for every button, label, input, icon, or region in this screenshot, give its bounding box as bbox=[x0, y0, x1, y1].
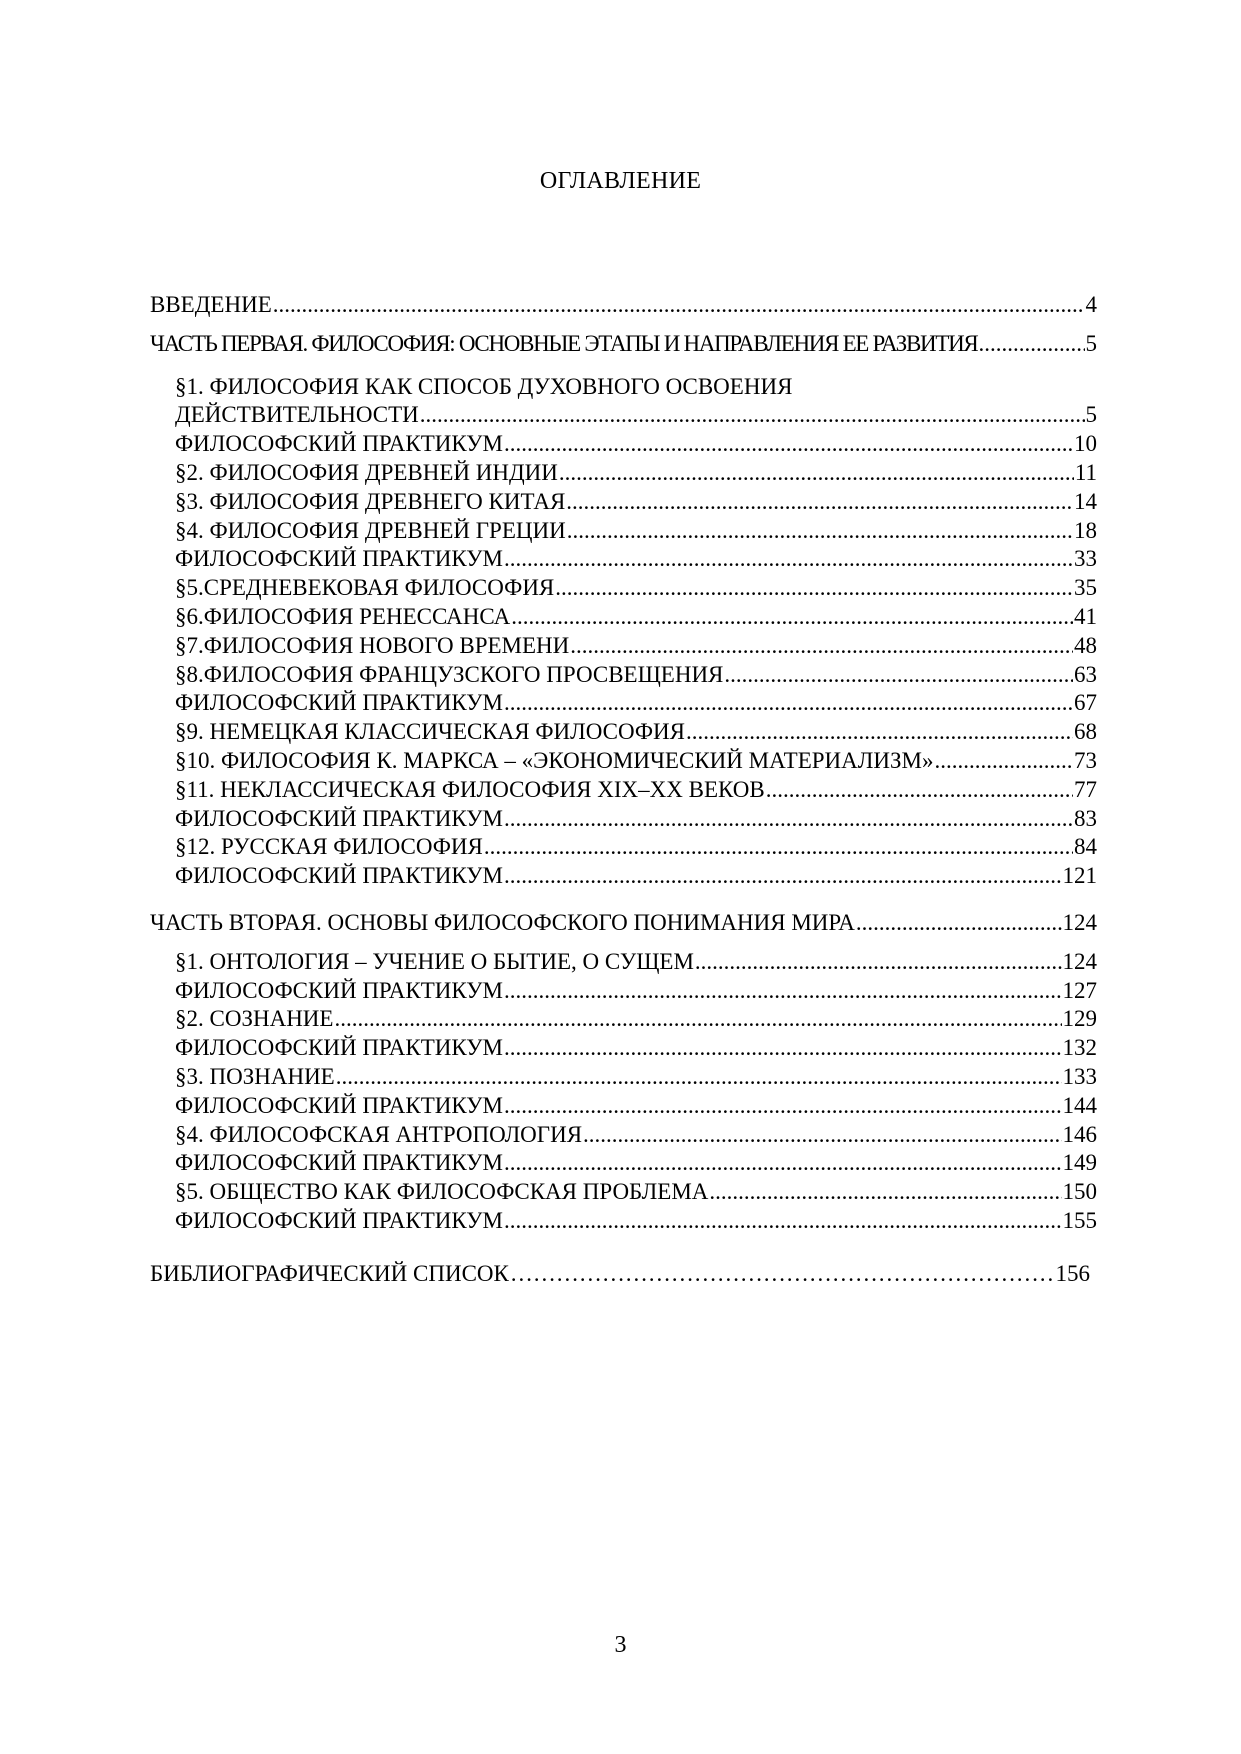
toc-entry-practicum[interactable] bbox=[150, 690, 1097, 719]
toc-entry-page: 5 bbox=[1085, 330, 1097, 356]
leader-dots bbox=[273, 292, 1085, 318]
toc-entry-label: ДЕЙСТВИТЕЛЬНОСТИ bbox=[175, 402, 419, 428]
toc-entry-label: ЧАСТЬ ПЕРВАЯ. ФИЛОСОФИЯ: ОСНОВНЫЕ ЭТАПЫ И НАПРАВЛЕНИЯ ЕЕ РАЗВИТИЯ bbox=[150, 330, 978, 356]
toc-entry-label: §6.ФИЛОСОФИЯ РЕНЕССАНСА bbox=[175, 603, 511, 629]
toc-entry-label: ФИЛОСОФСКИЙ ПРАКТИКУМ bbox=[175, 805, 504, 831]
toc-entry-section[interactable] bbox=[150, 748, 1097, 777]
toc-entry-intro[interactable] bbox=[150, 292, 1097, 321]
leader-dots bbox=[686, 719, 1073, 745]
toc-entry-section[interactable] bbox=[150, 1006, 1097, 1035]
toc-entry-page: 73 bbox=[1074, 747, 1097, 773]
toc-entry-label: ФИЛОСОФСКИЙ ПРАКТИКУМ bbox=[175, 690, 504, 716]
toc-entry-label: §3. ФИЛОСОФИЯ ДРЕВНЕГО КИТАЯ bbox=[175, 488, 566, 514]
toc-entry-part1[interactable] bbox=[150, 331, 1097, 360]
leader-dots bbox=[336, 1064, 1062, 1090]
toc-entry-page: 5 bbox=[1085, 402, 1097, 428]
toc-entry-label: §2. СОЗНАНИЕ bbox=[175, 1006, 334, 1032]
leader-dots bbox=[695, 949, 1062, 975]
toc-entry-page: 155 bbox=[1062, 1207, 1097, 1233]
toc-entry-practicum[interactable] bbox=[150, 1150, 1097, 1179]
toc-entry-page: 33 bbox=[1074, 546, 1097, 572]
leader-dots bbox=[484, 834, 1073, 860]
toc-entry-page: 156 bbox=[1055, 1260, 1090, 1286]
toc-entry-practicum[interactable] bbox=[150, 1035, 1097, 1064]
leader-dots bbox=[510, 1261, 1055, 1287]
toc-entry-label-line1: §1. ФИЛОСОФИЯ КАК СПОСОБ ДУХОВНОГО ОСВОЕНИЯ bbox=[175, 373, 793, 399]
table-of-contents bbox=[150, 292, 1097, 1290]
leader-dots bbox=[504, 1208, 1061, 1234]
toc-entry-label: §2. ФИЛОСОФИЯ ДРЕВНЕЙ ИНДИИ bbox=[175, 459, 558, 485]
toc-entry-practicum[interactable] bbox=[150, 546, 1097, 575]
toc-entry-label: ФИЛОСОФСКИЙ ПРАКТИКУМ bbox=[175, 1092, 504, 1118]
toc-entry-label: ФИЛОСОФСКИЙ ПРАКТИКУМ bbox=[175, 431, 504, 457]
toc-entry-page: 11 bbox=[1074, 459, 1097, 485]
toc-entry-section[interactable] bbox=[150, 374, 1097, 432]
leader-dots bbox=[504, 431, 1073, 457]
toc-entry-section[interactable] bbox=[150, 1122, 1097, 1151]
toc-entry-section[interactable] bbox=[150, 604, 1097, 633]
toc-entry-section[interactable] bbox=[150, 949, 1097, 978]
toc-entry-label: ФИЛОСОФСКИЙ ПРАКТИКУМ bbox=[175, 1207, 504, 1233]
toc-entry-label: §4. ФИЛОСОФИЯ ДРЕВНЕЙ ГРЕЦИИ bbox=[175, 517, 566, 543]
toc-entry-page: 127 bbox=[1062, 977, 1097, 1003]
toc-entry-section[interactable] bbox=[150, 575, 1097, 604]
toc-entry-bibliography[interactable] bbox=[150, 1261, 1090, 1290]
toc-entry-section[interactable] bbox=[150, 1064, 1097, 1093]
toc-entry-page: 68 bbox=[1074, 719, 1097, 745]
toc-entry-label: ФИЛОСОФСКИЙ ПРАКТИКУМ bbox=[175, 546, 504, 572]
leader-dots bbox=[420, 402, 1085, 428]
page-number: 3 bbox=[614, 1632, 627, 1658]
toc-entry-page: 124 bbox=[1062, 948, 1097, 974]
leader-dots bbox=[566, 489, 1073, 515]
toc-entry-page: 121 bbox=[1062, 863, 1097, 889]
toc-entry-section[interactable] bbox=[150, 777, 1097, 806]
toc-entry-page: 18 bbox=[1074, 517, 1097, 543]
toc-entry-part2[interactable] bbox=[150, 910, 1097, 939]
toc-entry-label: ФИЛОСОФСКИЙ ПРАКТИКУМ bbox=[175, 863, 504, 889]
toc-entry-label: §5.СРЕДНЕВЕКОВАЯ ФИЛОСОФИЯ bbox=[175, 575, 555, 601]
leader-dots bbox=[504, 978, 1061, 1004]
toc-entry-practicum[interactable] bbox=[150, 431, 1097, 460]
leader-dots bbox=[766, 777, 1073, 803]
toc-entry-page: 67 bbox=[1074, 690, 1097, 716]
toc-entry-section[interactable] bbox=[150, 518, 1097, 547]
leader-dots bbox=[504, 1150, 1061, 1176]
toc-entry-label: §4. ФИЛОСОФСКАЯ АНТРОПОЛОГИЯ bbox=[175, 1121, 583, 1147]
toc-entry-page: 129 bbox=[1062, 1006, 1097, 1032]
toc-entry-page: 63 bbox=[1074, 661, 1097, 687]
toc-entry-page: 150 bbox=[1062, 1179, 1097, 1205]
toc-entry-section[interactable] bbox=[150, 719, 1097, 748]
toc-entry-label: §7.ФИЛОСОФИЯ НОВОГО ВРЕМЕНИ bbox=[175, 632, 570, 658]
toc-entry-practicum[interactable] bbox=[150, 1093, 1097, 1122]
toc-entry-label: §11. НЕКЛАССИЧЕСКАЯ ФИЛОСОФИЯ XIX–XX ВЕКОВ bbox=[175, 776, 765, 802]
toc-entry-label: §9. НЕМЕЦКАЯ КЛАССИЧЕСКАЯ ФИЛОСОФИЯ bbox=[175, 719, 686, 745]
leader-dots bbox=[978, 331, 1084, 357]
toc-entry-page: 132 bbox=[1062, 1035, 1097, 1061]
leader-dots bbox=[504, 546, 1073, 572]
toc-entry-label: §5. ОБЩЕСТВО КАК ФИЛОСОФСКАЯ ПРОБЛЕМА bbox=[175, 1179, 709, 1205]
toc-entry-section[interactable] bbox=[150, 489, 1097, 518]
leader-dots bbox=[709, 1179, 1061, 1205]
toc-entry-label: ВВЕДЕНИЕ bbox=[150, 292, 272, 317]
toc-entry-page: 4 bbox=[1085, 292, 1097, 317]
leader-dots bbox=[504, 690, 1073, 716]
toc-entry-page: 124 bbox=[1062, 909, 1097, 935]
toc-entry-label: ФИЛОСОФСКИЙ ПРАКТИКУМ bbox=[175, 1150, 504, 1176]
toc-entry-page: 84 bbox=[1074, 834, 1097, 860]
toc-entry-section[interactable] bbox=[150, 633, 1097, 662]
toc-entry-practicum[interactable] bbox=[150, 978, 1097, 1007]
leader-dots bbox=[511, 604, 1073, 630]
toc-entry-practicum[interactable] bbox=[150, 1208, 1097, 1237]
toc-entry-page: 48 bbox=[1074, 632, 1097, 658]
toc-entry-page: 77 bbox=[1074, 776, 1097, 802]
toc-entry-label: §12. РУССКАЯ ФИЛОСОФИЯ bbox=[175, 834, 483, 860]
toc-entry-page: 144 bbox=[1062, 1092, 1097, 1118]
toc-entry-page: 83 bbox=[1074, 805, 1097, 831]
toc-entry-label: §8.ФИЛОСОФИЯ ФРАНЦУЗСКОГО ПРОСВЕЩЕНИЯ bbox=[175, 661, 724, 687]
toc-entry-page: 14 bbox=[1074, 488, 1097, 514]
toc-entry-section[interactable] bbox=[150, 460, 1097, 489]
toc-entry-label: ФИЛОСОФСКИЙ ПРАКТИКУМ bbox=[175, 1035, 504, 1061]
toc-entry-label: ФИЛОСОФСКИЙ ПРАКТИКУМ bbox=[175, 977, 504, 1003]
leader-dots bbox=[856, 910, 1062, 936]
leader-dots bbox=[583, 1122, 1061, 1148]
toc-entry-page: 133 bbox=[1062, 1063, 1097, 1089]
toc-entry-section[interactable] bbox=[150, 662, 1097, 691]
leader-dots bbox=[724, 662, 1073, 688]
leader-dots bbox=[504, 806, 1073, 832]
toc-entry-page: 146 bbox=[1062, 1121, 1097, 1147]
toc-entry-label: §10. ФИЛОСОФИЯ К. МАРКСА – «ЭКОНОМИЧЕСКИЙ МАТЕРИАЛИЗМ» bbox=[175, 747, 934, 773]
toc-entry-label: ЧАСТЬ ВТОРАЯ. ОСНОВЫ ФИЛОСОФСКОГО ПОНИМАНИЯ МИРА bbox=[150, 909, 855, 935]
toc-entry-practicum[interactable] bbox=[150, 806, 1097, 835]
leader-dots bbox=[559, 460, 1074, 486]
leader-dots bbox=[334, 1006, 1061, 1032]
leader-dots bbox=[567, 518, 1073, 544]
toc-entry-label: §1. ОНТОЛОГИЯ – УЧЕНИЕ О БЫТИЕ, О СУЩЕМ bbox=[175, 948, 694, 974]
toc-entry-practicum[interactable] bbox=[150, 863, 1097, 892]
toc-entry-label: БИБЛИОГРАФИЧЕСКИЙ СПИСОК bbox=[150, 1260, 509, 1286]
toc-entry-page: 10 bbox=[1074, 431, 1097, 457]
leader-dots bbox=[555, 575, 1073, 601]
toc-entry-section[interactable] bbox=[150, 834, 1097, 863]
toc-entry-page: 35 bbox=[1074, 575, 1097, 601]
toc-entry-section[interactable] bbox=[150, 1179, 1097, 1208]
leader-dots bbox=[934, 748, 1073, 774]
leader-dots bbox=[504, 863, 1061, 889]
leader-dots bbox=[504, 1093, 1061, 1119]
leader-dots bbox=[504, 1035, 1061, 1061]
page-title: ОГЛАВЛЕНИЕ bbox=[539, 168, 702, 194]
toc-entry-page: 149 bbox=[1062, 1150, 1097, 1176]
leader-dots bbox=[570, 633, 1073, 659]
toc-entry-page: 41 bbox=[1074, 603, 1097, 629]
toc-entry-label: §3. ПОЗНАНИЕ bbox=[175, 1063, 335, 1089]
